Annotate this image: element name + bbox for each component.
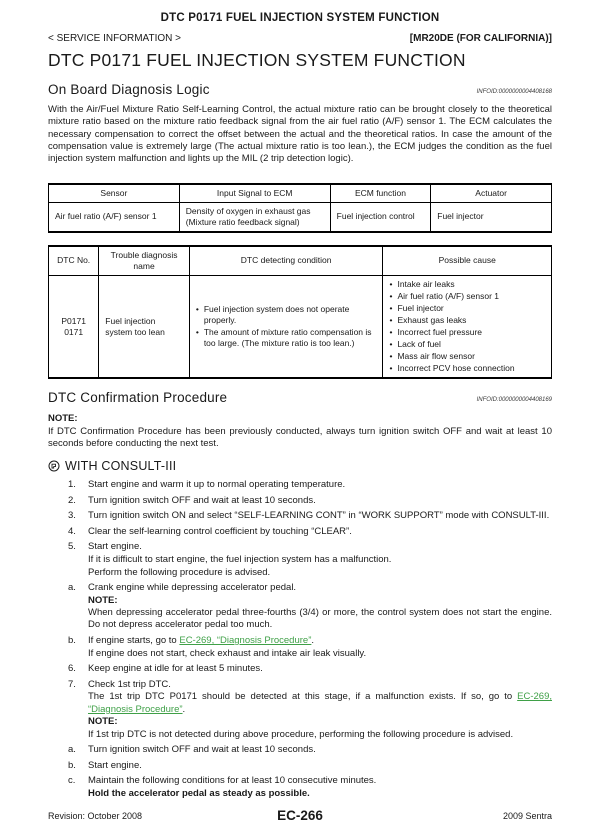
revision-label: Revision: October 2008 xyxy=(48,810,143,821)
cell-input-signal: Density of oxygen in exhaust gas (Mixture ratio feedback signal) xyxy=(179,202,330,232)
infoid-code: INFOID:0000000004408169 xyxy=(476,397,552,404)
col-header-dtc-no: DTC No. xyxy=(49,246,99,276)
possible-cause-item: • Mass air flow sensor xyxy=(389,351,475,362)
step-6: 6. Keep engine at idle for at least 5 minutes. xyxy=(68,663,263,675)
procedure-steps xyxy=(48,479,552,800)
note-label: NOTE: xyxy=(48,413,78,425)
col-header-sensor: Sensor xyxy=(49,184,180,203)
col-header-input-signal: Input Signal to ECM xyxy=(179,184,330,203)
possible-cause-item: • Intake air leaks xyxy=(389,278,455,289)
possible-cause-item: • Incorrect PCV hose connection xyxy=(389,363,515,374)
step-c-maintain: c. Maintain the following conditions for at least 10 consecutive minutes. Hold the accelerator pedal as steady as possible. xyxy=(68,775,377,799)
consult-iii-icon xyxy=(48,460,60,472)
possible-cause-item: • Air fuel ratio (A/F) sensor 1 xyxy=(389,291,500,301)
section-head-confirmation xyxy=(48,390,552,405)
cell-trouble-name: Fuel injection system too lean xyxy=(99,275,190,378)
table-row xyxy=(49,202,552,232)
link-ec269-diagnosis-procedure[interactable]: EC-269, “Diagnosis Procedure” xyxy=(88,691,552,715)
table-header-row xyxy=(49,184,552,203)
page-title: DTC P0171 FUEL INJECTION SYSTEM FUNCTION xyxy=(48,50,466,70)
model-year-label: 2009 Sentra xyxy=(502,810,552,821)
consult-label: WITH CONSULT-III xyxy=(65,459,177,474)
sensor-table xyxy=(48,183,552,233)
detecting-condition-item: • The amount of mixture ratio compensation is too large. (The mixture ratio is too lean.) xyxy=(195,327,372,349)
step-a-ignition-off: a. Turn ignition switch OFF and wait at least 10 seconds. xyxy=(68,744,316,756)
detecting-condition-item: • Fuel injection system does not operate properly. xyxy=(195,304,350,326)
possible-cause-item: • Exhaust gas leaks xyxy=(389,315,467,326)
cell-detecting-condition xyxy=(189,275,383,378)
page-number: EC-266 xyxy=(277,808,323,823)
note-label: NOTE: xyxy=(88,594,118,606)
step-5: 5. Start engine. If it is difficult to start engine, the fuel injection system has a malfunction. Perform the following procedure is advised. xyxy=(68,541,392,578)
table-header-row xyxy=(49,246,552,276)
breadcrumb: < SERVICE INFORMATION > xyxy=(48,33,181,44)
col-header-actuator: Actuator xyxy=(431,184,552,203)
step-b-engine-starts: b. If engine starts, go to EC-269, “Diagnosis Procedure”. If engine does not start, check exhaust and intake air leak visually. xyxy=(68,635,367,659)
doc-title: DTC P0171 FUEL INJECTION SYSTEM FUNCTION xyxy=(160,12,440,24)
col-header-detecting-condition: DTC detecting condition xyxy=(189,246,383,276)
on-board-heading: On Board Diagnosis Logic xyxy=(48,82,210,97)
step-b-start-engine: b. Start engine. xyxy=(68,759,142,771)
table-row xyxy=(49,275,552,378)
hold-pedal-bold-text: Hold the accelerator pedal as steady as possible. xyxy=(88,787,310,799)
engine-variant-label: [MR20DE (FOR CALIFORNIA)] xyxy=(409,33,552,44)
note-label: NOTE: xyxy=(88,716,118,728)
cell-sensor: Air fuel ratio (A/F) sensor 1 xyxy=(49,202,180,232)
possible-cause-item: • Lack of fuel xyxy=(389,339,441,350)
on-board-paragraph: With the Air/Fuel Mixture Ratio Self-Learning Control, the actual mixture ratio can be brought closely to the theoretical mixture ratio based on the mixture ratio feedback signal from the air fuel ratio (A/F) sensor 1. The ECM calculates the necessary compensation to correct the offset between the actual and the theoretical ratios. In case the amount of the compensation value is extremely large (The actual mixture ratio is too lean.), the ECM judges the condition as the fuel injection system malfunction and lights up the MIL (2 trip detection logic). xyxy=(48,104,552,165)
possible-cause-item: • Fuel injector xyxy=(389,303,444,314)
confirmation-note xyxy=(48,413,552,450)
page-footer xyxy=(48,800,552,823)
col-header-ecm-function: ECM function xyxy=(330,184,431,203)
cell-ecm-function: Fuel injection control xyxy=(330,202,431,232)
link-ec269-diagnosis-procedure[interactable]: EC-269, “Diagnosis Procedure” xyxy=(179,635,312,647)
step-1: 1. Start engine and warm it up to normal operating temperature. xyxy=(68,479,346,491)
cell-dtc-no xyxy=(49,275,99,378)
step-a-crank: a. Crank engine while depressing accelerator pedal. NOTE: When depressing accelerator pedal three-fourths (3/4) or more, the control system does not start the engine. Do not depress accelerator pedal too much. xyxy=(68,582,552,631)
step-3: 3. Turn ignition switch ON and select “SELF-LEARNING CONT” in “WORK SUPPORT” mode with CONSULT-III. xyxy=(68,510,550,522)
cell-possible-cause xyxy=(383,275,552,378)
confirmation-heading: DTC Confirmation Procedure xyxy=(48,390,228,406)
dtc-table xyxy=(48,245,552,379)
step-2: 2. Turn ignition switch OFF and wait at least 10 seconds. xyxy=(68,494,316,506)
possible-cause-item: • Incorrect fuel pressure xyxy=(389,327,483,338)
step-4: 4. Clear the self-learning control coefficient by touching “CLEAR”. xyxy=(68,525,352,537)
cell-actuator: Fuel injector xyxy=(431,202,552,232)
note-text: If DTC Confirmation Procedure has been previously conducted, always turn ignition switch OFF and wait at least 10 seconds before conducting the next test. xyxy=(48,425,552,450)
header-subrow xyxy=(48,33,552,44)
dtc-code-obd: P0171 xyxy=(61,315,86,326)
section-head-on-board xyxy=(48,82,552,97)
consult-row xyxy=(48,459,552,473)
col-header-trouble-name: Trouble diagnosis name xyxy=(99,246,190,276)
step-7: 7. Check 1st trip DTC. The 1st trip DTC P0171 should be detected at this stage, if a malfunction exists. If so, go to EC-269, “Diagnosis Procedure”. NOTE: If 1st trip DTC is not detected during above procedure, performing the following procedure is advised. xyxy=(68,678,552,740)
dtc-code-consult: 0171 xyxy=(64,326,84,337)
infoid-code: INFOID:0000000004408168 xyxy=(476,89,552,95)
col-header-possible-cause: Possible cause xyxy=(383,246,552,276)
